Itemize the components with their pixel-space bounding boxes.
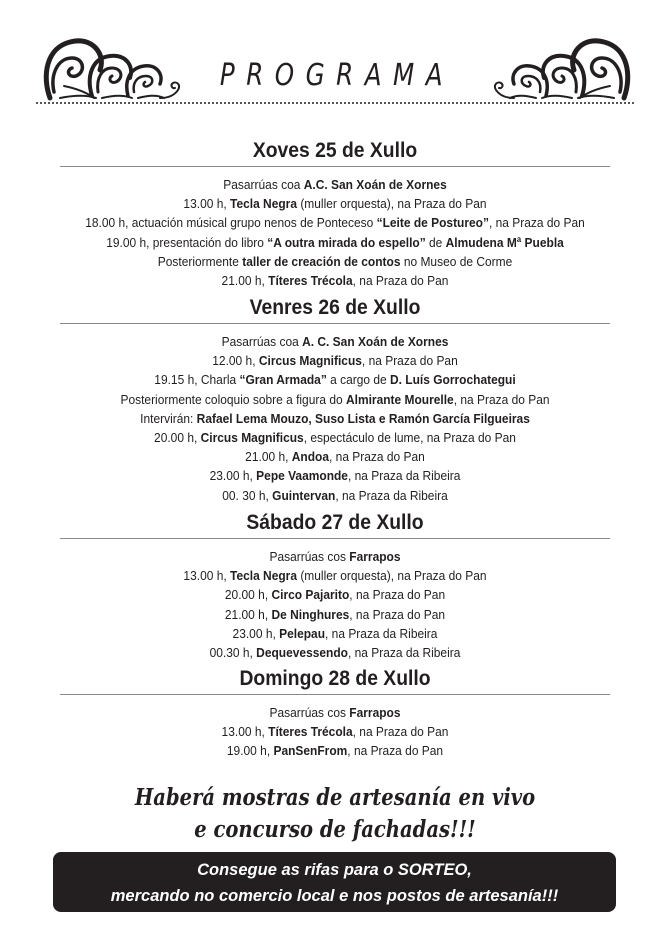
event-line [66, 466, 604, 485]
event-highlight: PanSenFrom [273, 743, 348, 759]
day-section-sabado [36, 510, 634, 662]
crafts-announcement-line2: e concurso de fachadas!!! [194, 816, 476, 843]
event-text: 19.00 h, presentación do libro [106, 234, 268, 250]
event-text: 21.00 h, [224, 606, 272, 622]
event-text: , na Praza do Pan [361, 353, 458, 369]
event-highlight: taller de creación de contos [242, 253, 401, 269]
event-line [66, 409, 604, 428]
event-highlight: Circo Pajarito [271, 587, 350, 603]
event-line [66, 370, 604, 389]
event-text: 21.00 h, [221, 273, 269, 289]
event-line [66, 271, 604, 290]
event-text: no Museo de Corme [400, 253, 513, 269]
event-highlight: Circus Magnificus [200, 430, 304, 446]
event-line [66, 722, 604, 741]
wave-swirl-left-icon [40, 36, 190, 104]
event-highlight: “Gran Armada” [239, 372, 327, 388]
event-text: (muller orquesta), na Praza do Pan [296, 196, 487, 212]
program-header [0, 0, 670, 110]
event-line [66, 585, 604, 604]
event-text: , na Praza da Ribeira [335, 487, 448, 503]
event-text: 00. 30 h, [222, 487, 273, 503]
event-text: de [425, 234, 446, 250]
event-highlight: Guintervan [272, 487, 336, 503]
event-line [66, 428, 604, 447]
event-highlight: Rafael Lema Mouzo, Suso Lista e Ramón García Filgueiras [196, 410, 530, 426]
event-line [66, 194, 604, 213]
event-highlight: “A outra mirada do espello” [267, 234, 426, 250]
raffle-banner-line2: mercando no comercio local e nos postos de artesanía!!! [110, 887, 559, 905]
event-line [66, 390, 604, 409]
program-title: PROGRAMA [219, 58, 455, 93]
day-section-venres [36, 295, 634, 505]
event-text: , na Praza do Pan [349, 587, 446, 603]
event-text: , na Praza do Pan [329, 449, 425, 465]
event-text: Pasarrúas coa [223, 177, 304, 192]
event-text: , na Praza do Pan [347, 743, 444, 759]
event-text: , na Praza do Pan [488, 215, 585, 231]
event-text: Pasarrúas coa [221, 334, 303, 349]
event-list [36, 175, 634, 290]
event-highlight: “Leite de Postureo” [376, 215, 489, 231]
event-text: 12.00 h, [212, 353, 259, 369]
day-section-xoves [36, 138, 634, 290]
event-text: 13.00 h, [183, 196, 231, 212]
day-section-domingo [36, 666, 634, 761]
event-highlight: Tecla Negra [230, 568, 297, 584]
event-text: , na Praza da Ribeira [347, 645, 461, 661]
event-text: , na Praza do Pan [352, 273, 449, 289]
day-heading: Xoves 25 de Xullo [60, 138, 610, 167]
event-highlight: Farrapos [349, 705, 401, 720]
event-text: 20.00 h, [224, 587, 272, 603]
event-text: Posteriormente coloquio sobre a figura do [120, 391, 346, 407]
event-highlight: Tecla Negra [230, 196, 297, 212]
event-highlight: Dequevessendo [256, 645, 348, 661]
event-highlight: D. Luís Gorrochategui [390, 372, 516, 388]
event-highlight: Almirante Mourelle [345, 391, 454, 407]
event-line [66, 643, 604, 662]
event-highlight: Pepe Vaamonde [256, 468, 348, 484]
event-text: 23.00 h, [232, 625, 280, 641]
event-list [36, 547, 634, 662]
event-highlight: Almudena Mª Puebla [445, 234, 564, 250]
event-line [66, 233, 604, 252]
event-text: Intervirán: [140, 410, 197, 426]
event-line [66, 486, 604, 505]
event-line [66, 741, 604, 760]
raffle-banner-line1: Consegue as rifas para o SORTEO, [197, 861, 472, 879]
event-text: Posteriormente [157, 253, 243, 269]
raffle-banner [53, 852, 616, 912]
event-line [66, 351, 604, 370]
event-highlight: A.C. San Xoán de Xornes [303, 177, 447, 192]
event-line [66, 447, 604, 466]
event-text: (muller orquesta), na Praza do Pan [296, 568, 487, 584]
event-text: , na Praza do Pan [352, 724, 449, 740]
event-highlight: Pelepau [279, 625, 326, 641]
event-text: 21.00 h, [245, 449, 292, 465]
dotted-divider [36, 102, 634, 104]
event-text: , na Praza da Ribeira [347, 468, 461, 484]
event-list [36, 332, 634, 505]
event-highlight: Títeres Trécola [268, 724, 353, 740]
event-text: , na Praza da Ribeira [325, 625, 438, 641]
day-heading: Sábado 27 de Xullo [60, 510, 610, 539]
event-text: 00.30 h, [209, 645, 257, 661]
event-text: 23.00 h, [209, 468, 257, 484]
event-highlight: Farrapos [349, 549, 401, 564]
event-line [66, 332, 604, 351]
event-text: 19.00 h, [226, 743, 274, 759]
event-line [66, 605, 604, 624]
event-highlight: A. C. San Xoán de Xornes [302, 334, 449, 349]
event-text: Pasarrúas cos [269, 549, 350, 564]
event-line [66, 213, 604, 232]
event-text: 13.00 h, [221, 724, 269, 740]
event-text: , na Praza do Pan [349, 606, 446, 622]
event-text: Pasarrúas cos [269, 705, 350, 720]
event-line [66, 624, 604, 643]
day-heading: Venres 26 de Xullo [60, 295, 610, 324]
event-text: 20.00 h, [154, 430, 201, 446]
event-highlight: De Ninghures [271, 606, 350, 622]
event-line [66, 703, 604, 722]
event-text: , na Praza do Pan [453, 391, 550, 407]
event-text: a cargo de [326, 372, 391, 388]
event-text: 18.00 h, actuación músical grupo nenos de Ponteceso [85, 215, 377, 231]
crafts-announcement-line1: Haberá mostras de artesanía en vivo [134, 784, 536, 811]
event-list [36, 703, 634, 761]
event-text: 13.00 h, [183, 568, 231, 584]
event-text: , espectáculo de lume, na Praza do Pan [303, 430, 516, 446]
day-heading: Domingo 28 de Xullo [60, 666, 610, 695]
event-line [66, 547, 604, 566]
event-line [66, 566, 604, 585]
event-text: 19.15 h, Charla [154, 372, 240, 388]
event-line [66, 175, 604, 194]
wave-swirl-right-icon [484, 36, 634, 104]
event-highlight: Andoa [291, 449, 330, 465]
event-highlight: Títeres Trécola [268, 273, 353, 289]
event-line [66, 252, 604, 271]
event-highlight: Circus Magnificus [258, 353, 362, 369]
